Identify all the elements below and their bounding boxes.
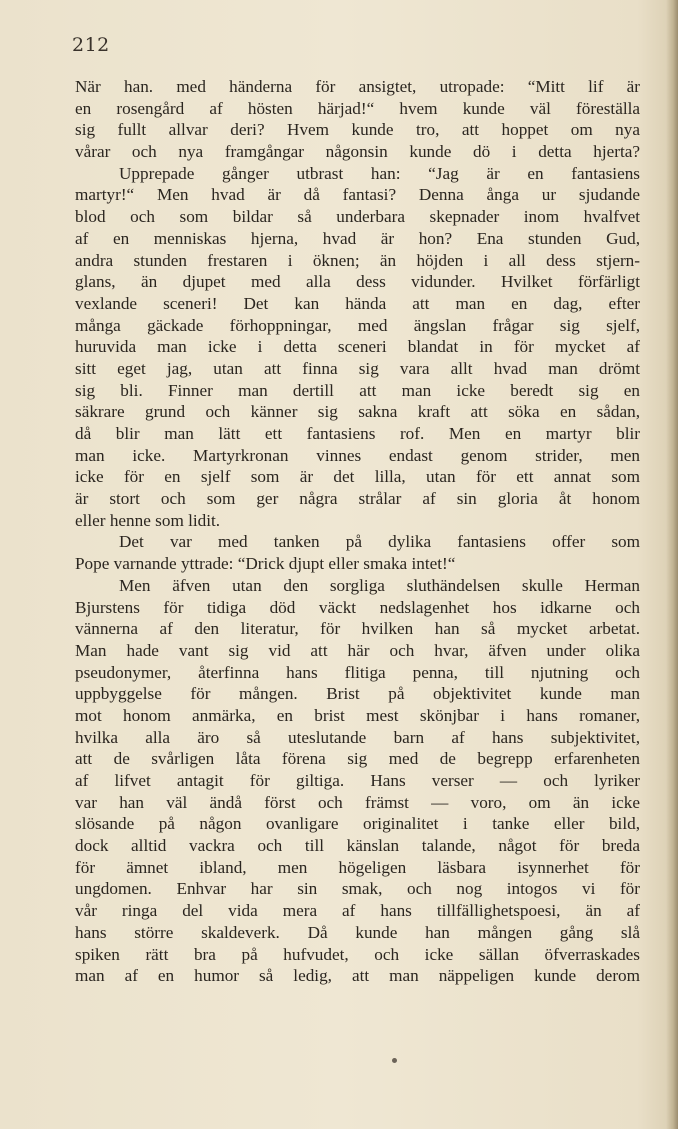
text-line: sitt eget jag, utan att finna sig vara allt hvad man drömt [75, 358, 640, 378]
text-line: af lifvet antagit för giltiga. Hans verser — och lyriker [75, 771, 640, 790]
text-line: sig bli. Finner man dertill att man icke beredt sig en [75, 380, 640, 400]
text-line: vännerna af den literatur, för hvilken han så mycket arbetat. [75, 619, 640, 639]
text-line: vårar och nya framgångar någonsin kunde dö i detta hjerta? [75, 142, 640, 162]
text-line: mot honom anmärka, en brist mest skönjbar i hans romaner, [75, 705, 640, 725]
text-line: hans större skaldeverk. Då kunde han mången gång slå [75, 922, 640, 942]
text-line: vår ringa del vida mera af hans tillfällighetspoesi, än af [75, 901, 640, 921]
text-line: Man hade vant sig vid att här och hvar, äfven under olika [75, 640, 640, 660]
text-line: Bjurstens för tidiga död väckt nedslagenhet hos idkarne och [75, 597, 640, 617]
text-line: andra stunden frestaren i öknen; än höjden i all dess stjern- [75, 250, 640, 270]
text-line: för ämnet ibland, men högeligen läsbara isynnerhet för [75, 857, 640, 877]
text-line: en rosengård af hösten härjad!“ hvem kunde väl föreställa [75, 98, 640, 118]
text-line: att de svårligen låta förena sig med de begrepp erfarenheten [75, 749, 640, 769]
page-edge-shadow [666, 0, 678, 1129]
text-line: pseudonymer, återfinna hans flitiga penna, till njutning och [75, 662, 640, 682]
text-line: säkrare grund och känner sig sakna kraft att söka en sådan, [75, 402, 640, 422]
text-line: af en menniskas hjerna, hvad är hon? Ena stunden Gud, [75, 228, 640, 248]
text-line: sig fullt allvar deri? Hvem kunde tro, att hoppet om nya [75, 120, 640, 140]
text-line: Upprepade gånger utbrast han: “Jag är en fantasiens [119, 163, 640, 183]
text-line: icke för en sjelf som är det lilla, utan för ett annat som [75, 467, 640, 487]
text-line: spiken rätt bra på hufvudet, och icke sällan öfverraskades [75, 944, 640, 964]
text-line: Men äfven utan den sorgliga sluthändelsen skulle Herman [119, 575, 640, 595]
text-line: var han väl ändå först och främst — voro, om än icke [75, 792, 640, 812]
text-line: Pope varnande yttrade: “Drick djupt eller smaka intet!“ [75, 554, 456, 574]
text-line: hvilka alla äro så uteslutande barn af hans subjektivitet, [75, 727, 640, 747]
text-line: då blir man lätt ett fantasiens rof. Men en martyr blir [75, 424, 640, 443]
body-text [75, 76, 640, 987]
text-line: vexlande sceneri! Det kan hända att man en dag, efter [75, 293, 640, 313]
ink-speck [392, 1058, 397, 1063]
text-line: dock alltid vackra och till känslan talande, något för breda [75, 836, 640, 856]
text-line: är stort och som ger några strålar af sin gloria åt honom [75, 489, 640, 509]
text-line: slösande på någon ovanligare originalitet i tanke eller bild, [75, 814, 640, 834]
text-line: man af en humor så ledig, att man näppeligen kunde derom [75, 966, 640, 986]
text-line: glans, än djupet med alla dess vidunder. Hvilket förfärligt [75, 272, 640, 292]
text-line: man icke. Martyrkronan vinnes endast genom strider, men [75, 445, 640, 465]
text-line: huruvida man icke i detta sceneri blandat in för mycket af [75, 337, 640, 357]
text-line: ungdomen. Enhvar har sin smak, och nog intogos vi för [75, 879, 640, 899]
page-number: 212 [72, 34, 110, 56]
text-line: blod och som bildar så underbara skepnader inom hvalfvet [75, 207, 640, 227]
text-line: martyr!“ Men hvad är då fantasi? Denna ånga ur sjudande [75, 185, 640, 205]
text-line: När han. med händerna för ansigtet, utropade: “Mitt lif är [75, 77, 640, 96]
text-line: många gäckade förhoppningar, med ängslan frågar sig sjelf, [75, 315, 640, 335]
text-line: uppbyggelse för mången. Brist på objektivitet kunde man [75, 684, 640, 704]
text-line: eller henne som lidit. [75, 510, 221, 530]
text-line: Det var med tanken på dylika fantasiens offer som [119, 532, 640, 552]
